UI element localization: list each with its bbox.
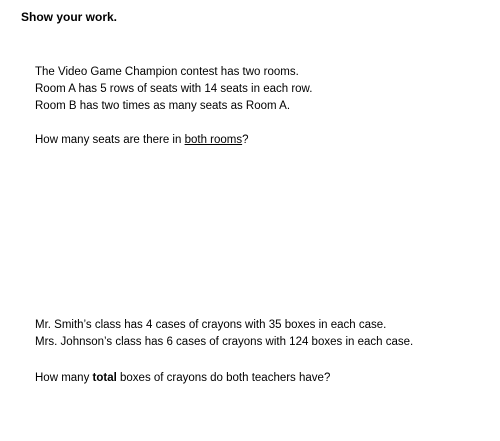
question-emphasis: both rooms	[184, 134, 243, 146]
question-end: boxes of crayons do both teachers have?	[116, 372, 331, 384]
problem-2-line-2: Mrs. Johnson’s class has 6 cases of crayons with 124 boxes in each case.	[35, 336, 414, 348]
problem-1-line-1: The Video Game Champion contest has two rooms.	[35, 66, 299, 78]
question-text: How many	[35, 372, 93, 384]
problem-1-question	[35, 132, 249, 148]
problem-1-line-3: Room B has two times as many seats as Room A.	[35, 100, 291, 112]
instruction-heading: Show your work.	[21, 10, 118, 24]
problem-1-line-2: Room A has 5 rows of seats with 14 seats in each row.	[35, 83, 313, 95]
question-end: ?	[242, 134, 249, 146]
problem-2-question	[35, 370, 330, 386]
problem-2-line-1: Mr. Smith’s class has 4 cases of crayons with 35 boxes in each case.	[35, 319, 387, 331]
question-emphasis: total	[92, 372, 117, 384]
question-text: How many seats are there in	[35, 134, 185, 146]
